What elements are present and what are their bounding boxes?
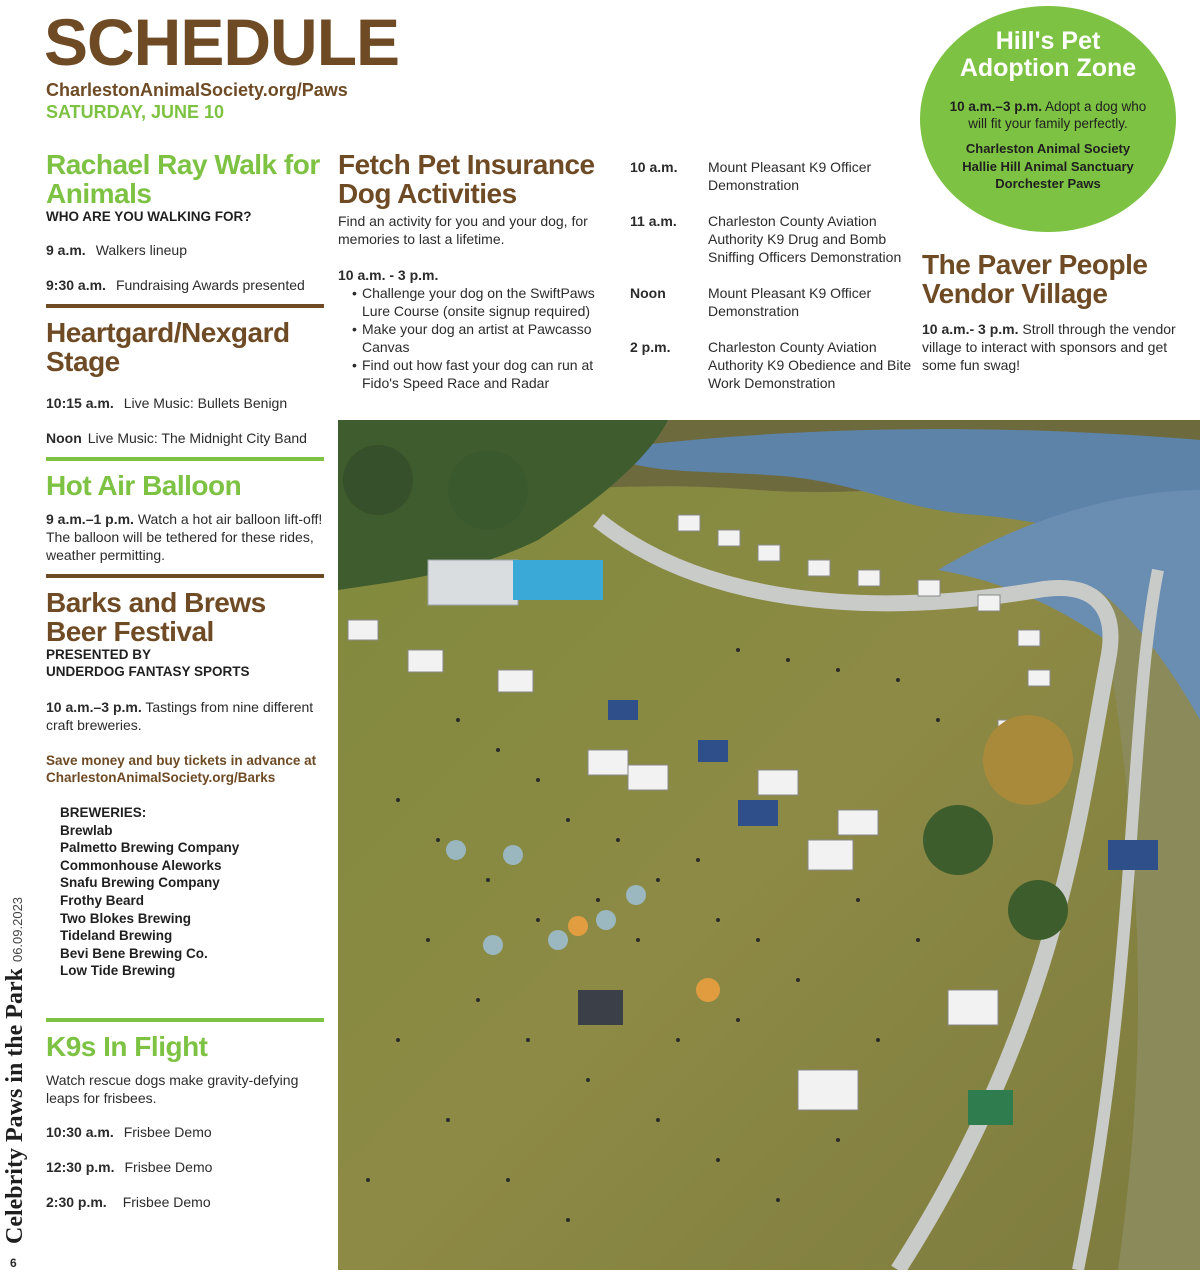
adoption-desc: Adopt a dog who will fit your family perfectly.: [968, 99, 1147, 131]
k9-demo-time: 11 a.m.: [630, 213, 677, 229]
publication-name: Celebrity Paws in the Park: [2, 968, 28, 1244]
schedule-desc: Walkers lineup: [95, 242, 187, 258]
hot-air-balloon-title: Hot Air Balloon: [46, 470, 242, 501]
adoption-time: 10 a.m.–3 p.m.: [949, 99, 1042, 114]
beer-festival-text: [46, 698, 324, 734]
schedule-desc: Live Music: The Midnight City Band: [87, 430, 307, 446]
schedule-desc: Frisbee Demo: [124, 1158, 213, 1175]
beer-festival-title: Barks and Brews Beer Festival: [46, 587, 266, 647]
stage-section: [46, 318, 324, 447]
publication-date: 06.09.2023: [10, 896, 25, 963]
rachael-ray-walk-section: [46, 150, 324, 294]
adoption-orgs: [920, 140, 1176, 193]
beer-save-line: Save money and buy tickets in advance at: [46, 753, 317, 768]
schedule-desc: Frisbee Demo: [123, 1123, 212, 1140]
fetch-desc: Find an activity for you and your dog, for memories to last a lifetime.: [338, 213, 588, 247]
fetch-time: 10 a.m. - 3 p.m.: [338, 267, 439, 283]
k9-demo-desc: Charleston County Aviation Authority K9 Drug and Bomb Sniffing Officers Demonstration: [708, 213, 902, 265]
brewery-item: Commonhouse Aleworks: [60, 857, 222, 873]
schedule-row: [46, 1193, 324, 1211]
brewery-item: Palmetto Brewing Company: [60, 840, 240, 856]
brewery-item: Snafu Brewing Company: [60, 875, 220, 891]
schedule-row: [46, 394, 324, 412]
schedule-row: [46, 429, 324, 447]
hot-air-balloon-desc: Watch a hot air balloon lift-off! The balloon will be tethered for these rides, weather permitting.: [46, 511, 323, 563]
schedule-time: Noon: [46, 430, 82, 446]
event-date: SATURDAY, JUNE 10: [46, 102, 225, 122]
fetch-activity-item: • Make your dog an artist at Pawcasso Canvas: [352, 320, 610, 356]
adoption-title-line2: Adoption Zone: [959, 54, 1137, 82]
k9-demo-row: [630, 212, 912, 266]
adoption-text: [920, 98, 1176, 132]
k9-demo-desc: Mount Pleasant K9 Officer Demonstration: [708, 159, 872, 193]
section-divider: [46, 1018, 324, 1022]
adoption-org: Hallie Hill Animal Sanctuary: [962, 158, 1134, 174]
k9-demo-row: [630, 284, 912, 320]
brewery-item: Brewlab: [60, 822, 113, 838]
k9-demo-time: 10 a.m.: [630, 159, 678, 175]
schedule-time: 9 a.m.: [46, 242, 86, 258]
breweries-list: [60, 804, 324, 980]
k9s-in-flight-section: [46, 1032, 324, 1211]
beer-festival-desc: Tastings from nine different craft breweries.: [46, 699, 314, 733]
k9s-in-flight-title: K9s In Flight: [46, 1030, 208, 1062]
adoption-title-line1: Hill's Pet: [995, 27, 1101, 55]
hot-air-balloon-text: [46, 510, 324, 564]
vendor-village-title: The Paver People Vendor Village: [922, 249, 1148, 309]
beer-sponsor: UNDERDOG FANTASY SPORTS: [46, 664, 250, 679]
k9-demo-row: [630, 338, 912, 392]
fetch-title: Fetch Pet Insurance Dog Activities: [338, 149, 595, 209]
k9-demo-row: [630, 158, 912, 194]
stage-title: Heartgard/Nexgard Stage: [46, 317, 290, 377]
schedule-time: 10:15 a.m.: [46, 395, 114, 411]
hot-air-balloon-section: [46, 471, 324, 564]
aerial-event-photo: [338, 420, 1200, 1270]
schedule-row: [46, 241, 324, 259]
section-divider: [46, 457, 324, 461]
page-title: SCHEDULE: [44, 5, 400, 79]
brewery-item: Two Blokes Brewing: [60, 910, 192, 926]
vendor-village-text: [922, 320, 1184, 374]
hot-air-balloon-time: 9 a.m.–1 p.m.: [46, 511, 134, 527]
k9-demo-time: 2 p.m.: [630, 339, 671, 355]
schedule-row: [46, 1123, 324, 1141]
site-url[interactable]: CharlestonAnimalSociety.org/Paws: [46, 80, 348, 100]
page-number: 6: [10, 1256, 17, 1270]
publication-side-title: [2, 897, 29, 1244]
adoption-org: Charleston Animal Society: [965, 141, 1131, 156]
beer-festival-section: [46, 588, 324, 980]
beer-presented-by: PRESENTED BY: [46, 647, 152, 662]
k9s-in-flight-desc: Watch rescue dogs make gravity-defying leaps for frisbees.: [46, 1071, 299, 1106]
schedule-row: [46, 1158, 324, 1176]
vendor-village-column: [922, 250, 1184, 374]
fetch-activity-item: • Challenge your dog on the SwiftPaws Lure Course (onsite signup required): [352, 284, 610, 320]
schedule-desc: Live Music: Bullets Benign: [123, 395, 288, 411]
schedule-row: [46, 276, 324, 294]
rachael-ray-walk-subtitle: WHO ARE YOU WALKING FOR?: [46, 209, 252, 224]
brewery-item: Bevi Bene Brewing Co.: [60, 945, 208, 961]
breweries-label: BREWERIES:: [60, 805, 147, 820]
brewery-item: Tideland Brewing: [60, 928, 173, 944]
fetch-activity-list: [352, 284, 610, 392]
left-column: [46, 150, 324, 1211]
aerial-park-illustration: [338, 420, 1200, 1270]
beer-festival-time: 10 a.m.–3 p.m.: [46, 699, 142, 715]
section-divider: [46, 304, 324, 308]
k9-demo-desc: Charleston County Aviation Authority K9 Obedience and Bite Work Demonstration: [708, 339, 912, 391]
schedule-time: 10:30 a.m.: [46, 1123, 114, 1140]
rachael-ray-walk-title: Rachael Ray Walk for Animals: [46, 149, 320, 209]
schedule-desc: Frisbee Demo: [122, 1193, 211, 1210]
schedule-time: 12:30 p.m.: [46, 1158, 115, 1175]
adoption-zone-badge: [920, 6, 1176, 232]
vendor-village-time: 10 a.m.- 3 p.m.: [922, 321, 1019, 337]
brewery-item: Low Tide Brewing: [60, 963, 176, 979]
section-divider: [46, 574, 324, 578]
schedule-desc: Fundraising Awards presented: [115, 277, 305, 293]
brewery-item: Frothy Beard: [60, 892, 145, 908]
k9-demo-column: [630, 158, 912, 410]
adoption-org: Dorchester Paws: [995, 176, 1101, 191]
vendor-village-desc: Stroll through the vendor village to interact with sponsors and get some fun swag!: [922, 321, 1176, 373]
schedule-time: 9:30 a.m.: [46, 277, 106, 293]
beer-tickets-link[interactable]: CharlestonAnimalSociety.org/Barks: [46, 770, 276, 785]
k9-demo-time: Noon: [630, 285, 666, 301]
k9-demo-desc: Mount Pleasant K9 Officer Demonstration: [708, 285, 872, 319]
fetch-activity-item: • Find out how fast your dog can run at Fido's Speed Race and Radar: [352, 356, 610, 392]
fetch-column: [338, 150, 610, 392]
schedule-time: 2:30 p.m.: [46, 1193, 107, 1210]
